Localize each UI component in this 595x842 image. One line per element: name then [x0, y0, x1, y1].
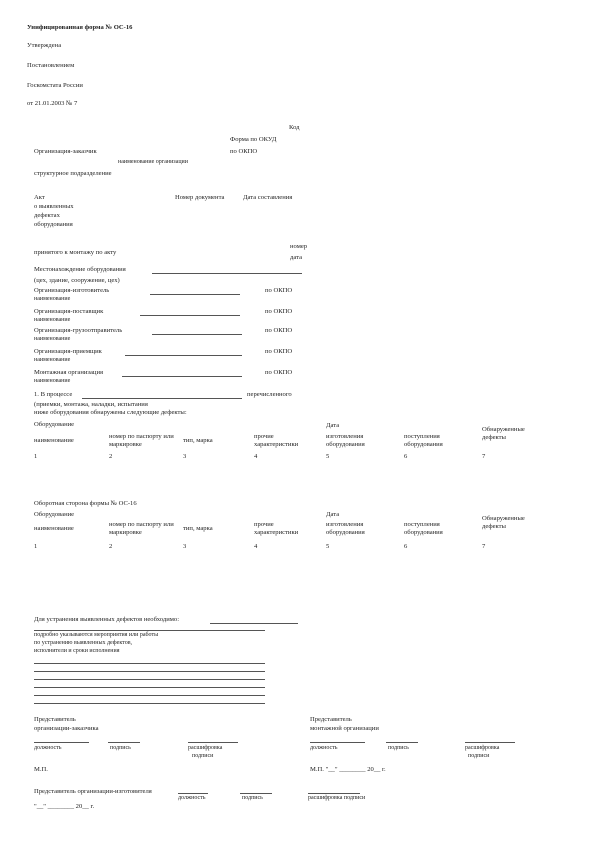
location-label: Местонахождение оборудования — [34, 266, 126, 273]
table1-num3: 3 — [183, 453, 187, 460]
org-receiver-label: Организация-приемщик — [34, 348, 102, 355]
table1-col3: тип, марка — [183, 437, 213, 444]
table1-num7: 7 — [482, 453, 486, 460]
org-supplier-line — [140, 315, 240, 316]
fix-line-8 — [34, 703, 265, 704]
table2-group-header: Оборудование — [34, 511, 75, 518]
customer-sign-caption: подпись — [110, 745, 131, 751]
maker-date-line: "__" ________ 20__ г. — [34, 803, 95, 810]
org-maker-line — [150, 294, 240, 295]
section1-line2: ниже оборудования обнаружены следующие дефекты: — [34, 409, 187, 416]
table1-col2: номер по паспорту или маркировке — [109, 433, 174, 448]
org-supplier-code: по ОКПО — [265, 308, 293, 315]
customer-position-line — [34, 742, 89, 743]
table1-num5: 5 — [326, 453, 330, 460]
customer-sign-line — [108, 742, 140, 743]
org-shipper-line — [152, 334, 242, 335]
table2-num2: 2 — [109, 543, 113, 550]
table2-num1: 1 — [34, 543, 38, 550]
okpo-label: по ОКПО — [230, 148, 258, 155]
table2-col1: наименование — [34, 525, 74, 532]
org-name-caption: наименование организации — [118, 159, 188, 165]
table1-col6: поступления оборудования — [404, 433, 443, 448]
installer-decode-line — [465, 742, 515, 743]
org-shipper-label: Организация-грузоотправитель — [34, 327, 123, 334]
org-installer-code: по ОКПО — [265, 369, 293, 376]
form-title: Унифицированная форма № ОС-16 — [27, 24, 133, 31]
table2-num3: 3 — [183, 543, 187, 550]
table2-num5: 5 — [326, 543, 330, 550]
doc-date-label: Дата составления — [243, 194, 293, 201]
installer-rep-subtitle: монтажной организации — [310, 725, 379, 732]
installer-sign-line — [386, 742, 418, 743]
org-supplier-label: Организация-поставщик — [34, 308, 104, 315]
table1-num2: 2 — [109, 453, 113, 460]
goskomstat-text: Госкомстата России — [27, 82, 83, 89]
fix-line-6 — [34, 687, 265, 688]
fix-line-7 — [34, 695, 265, 696]
table2-num6: 6 — [404, 543, 408, 550]
installer-decode-caption-1: расшифровка — [465, 745, 500, 751]
code-label: Код — [289, 124, 300, 131]
maker-position-line — [178, 793, 208, 794]
section1-line — [82, 398, 242, 399]
org-installer-label: Монтажная организация — [34, 369, 104, 376]
stamp-place-right-date: М.П. "__" ________ 20__ г. — [310, 766, 386, 773]
fix-caption-2: по устранению выявленных дефектов, — [34, 640, 133, 646]
org-installer-line — [122, 376, 242, 377]
table1-num6: 6 — [404, 453, 408, 460]
fix-line-3 — [34, 663, 265, 664]
resolution-text: Постановлением — [27, 62, 75, 69]
customer-decode-caption-2: подписи — [192, 753, 214, 759]
customer-rep-title: Представитель — [34, 716, 76, 723]
section1-suffix: перечисленного — [247, 391, 292, 398]
org-maker-label: Организация-изготовитель — [34, 287, 110, 294]
org-supplier-caption: наименование — [34, 317, 71, 323]
fix-line-4 — [34, 671, 265, 672]
table1-col1: наименование — [34, 437, 74, 444]
table2-num4: 4 — [254, 543, 258, 550]
fix-caption-1: подробно указываются мероприятия или работы — [34, 632, 159, 638]
installer-rep-title: Представитель — [310, 716, 352, 723]
table2-date-group: Дата — [326, 511, 340, 518]
resolution-date: от 21.01.2003 № 7 — [27, 100, 78, 107]
installer-decode-caption-2: подписи — [468, 753, 490, 759]
table1-num1: 1 — [34, 453, 38, 460]
act-title-3: дефектах — [34, 212, 60, 219]
table1-col5: изготовления оборудования — [326, 433, 365, 448]
location-line — [152, 273, 302, 274]
maker-sign-line — [240, 793, 272, 794]
table2-num7: 7 — [482, 543, 486, 550]
stamp-place-left: М.П. — [34, 766, 48, 773]
org-maker-caption: наименование — [34, 296, 71, 302]
installer-position-line — [310, 742, 365, 743]
org-shipper-caption: наименование — [34, 336, 71, 342]
table2-col7: Обнаруженные дефекты — [482, 515, 525, 530]
approved-text: Утверждена — [27, 42, 62, 49]
okud-label: Форма по ОКУД — [230, 136, 277, 143]
table2-col4: прочие характеристики — [254, 521, 299, 536]
act-title-2: о выявленных — [34, 203, 74, 210]
org-receiver-line — [125, 355, 242, 356]
org-shipper-code: по ОКПО — [265, 327, 293, 334]
maker-decode-line — [308, 793, 360, 794]
customer-decode-line — [188, 742, 238, 743]
act-title-4: оборудования — [34, 221, 73, 228]
table1-col4: прочие характеристики — [254, 433, 299, 448]
section1-caption: (приемки, монтажа, наладки, испытания — [34, 401, 148, 408]
customer-decode-caption-1: расшифровка — [188, 745, 223, 751]
act-title-1: Акт — [34, 194, 45, 201]
location-caption: (цех, здание, сооружение, цех) — [34, 277, 120, 284]
fix-line-1 — [210, 623, 298, 624]
table2-col6: поступления оборудования — [404, 521, 443, 536]
installer-sign-caption: подпись — [388, 745, 409, 751]
customer-position-caption: должность — [34, 745, 62, 751]
org-maker-code: по ОКПО — [265, 287, 293, 294]
table1-col7: Обнаруженные дефекты — [482, 426, 525, 441]
table1-group-header: Оборудование — [34, 421, 75, 428]
table1-num4: 4 — [254, 453, 258, 460]
fix-caption-3: исполнители и сроки исполнения — [34, 648, 120, 654]
section1-prefix: 1. В процессе — [34, 391, 73, 398]
installer-position-caption: должность — [310, 745, 338, 751]
maker-rep-title: Представитель организации-изготовителя — [34, 788, 152, 795]
org-receiver-code: по ОКПО — [265, 348, 293, 355]
act-date-label: дата — [290, 254, 302, 261]
table2-col2: номер по паспорту или маркировке — [109, 521, 174, 536]
table2-col3: тип, марка — [183, 525, 213, 532]
table1-date-group: Дата — [326, 422, 340, 429]
fix-line-5 — [34, 679, 265, 680]
org-installer-caption: наименование — [34, 378, 71, 384]
reverse-side-title: Оборотная сторона формы № ОС-16 — [34, 500, 137, 507]
fix-line-2 — [34, 630, 265, 631]
table2-col5: изготовления оборудования — [326, 521, 365, 536]
act-number-label: номер — [290, 243, 308, 250]
fix-defects-label: Для устранения выявленных дефектов необходимо: — [34, 616, 180, 623]
structural-unit-label: структурное подразделение — [34, 170, 112, 177]
maker-sign-caption: подпись — [242, 795, 263, 801]
customer-rep-subtitle: организации-заказчика — [34, 725, 99, 732]
customer-org-label: Организация-заказчик — [34, 148, 97, 155]
accepted-by-act-label: принятого к монтажу по акту — [34, 249, 117, 256]
maker-decode-caption: расшифровка подписи — [308, 795, 366, 801]
doc-number-label: Номер документа — [175, 194, 225, 201]
org-receiver-caption: наименование — [34, 357, 71, 363]
maker-position-caption: должность — [178, 795, 206, 801]
